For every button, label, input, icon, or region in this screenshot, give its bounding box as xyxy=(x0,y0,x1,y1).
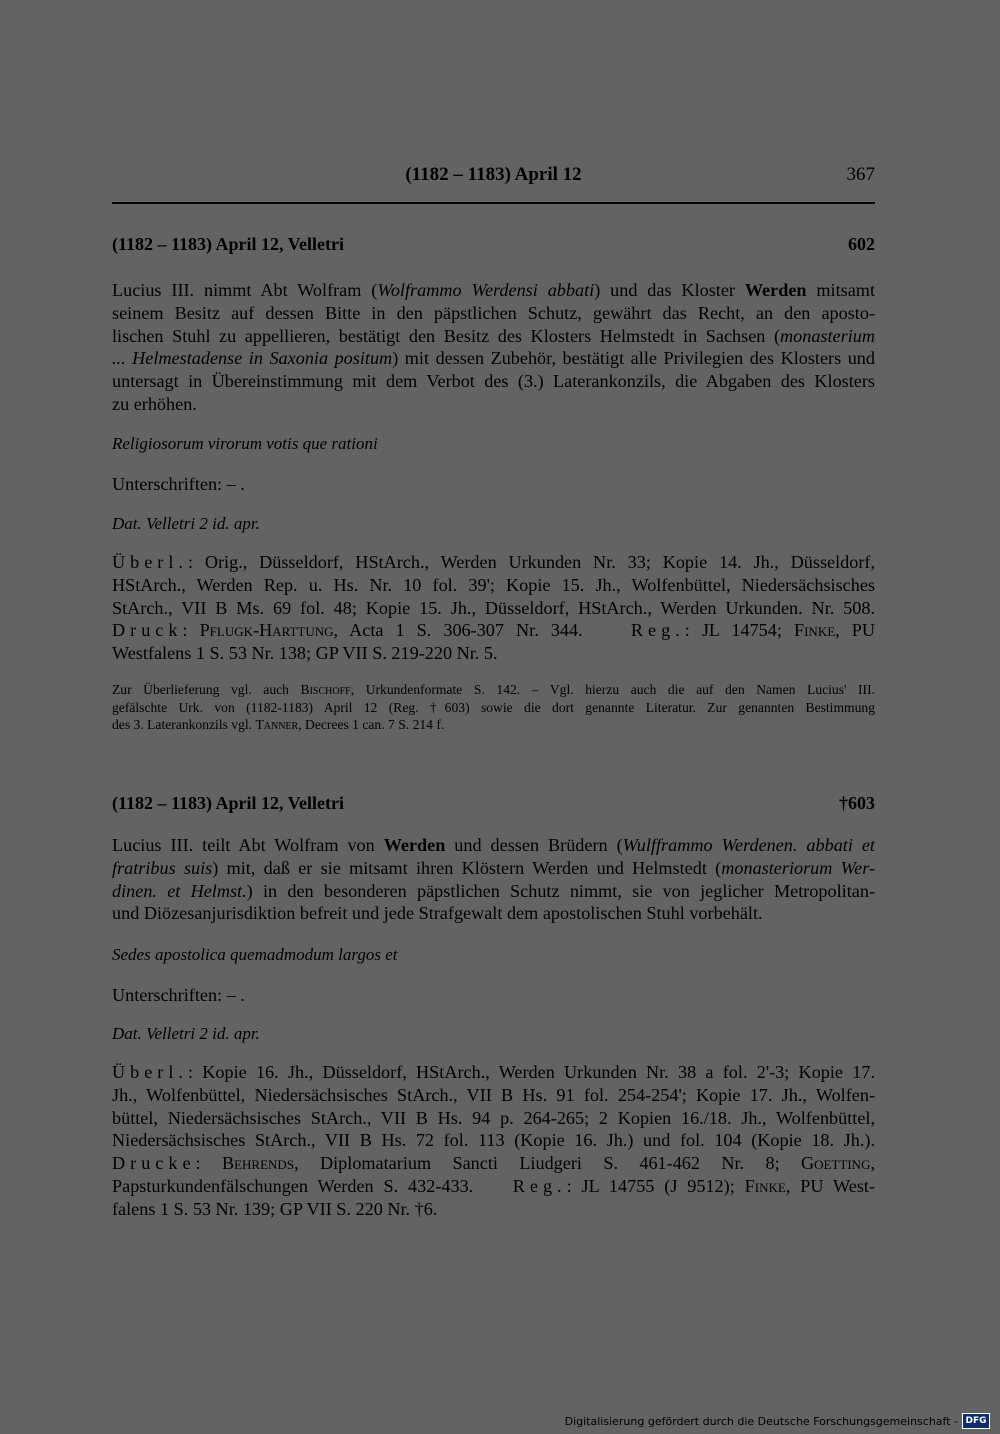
label-regest: Reg. xyxy=(630,620,685,641)
entry-602-note xyxy=(112,681,875,734)
regest-place-bold: Werden xyxy=(744,280,807,300)
label-uberlieferung: Überl. xyxy=(112,552,188,572)
tradition-line: Jh., Wolfenbüttel, Niedersächsisches StArch., VII B Hs. 91 fol. 254-254'; Kopie 17. Jh., Wolfen- xyxy=(112,1084,875,1105)
author-name: Finke xyxy=(744,1175,786,1196)
author-name: Goetting xyxy=(801,1153,871,1174)
tradition-text: Papsturkundenfälschungen Werden S. 432-433. xyxy=(112,1175,474,1196)
entry-603-heading xyxy=(112,793,875,814)
note-text: Zur Überlieferung vgl. auch xyxy=(112,682,301,697)
entry-603-tradition xyxy=(112,1061,875,1221)
regest-text: ) in den besonderen päpstlichen Schutz nimmt, sie von jeglicher Metropolitan- xyxy=(246,880,876,901)
tradition-line: HStArch., Werden Rep. u. Hs. Nr. 10 fol. 39'; Kopie 15. Jh., Wolfenbüttel, Niedersächsisches xyxy=(112,574,875,595)
tradition-text: , Acta 1 S. 306-307 Nr. 344. xyxy=(333,620,583,641)
regest-quote: fratribus suis xyxy=(112,857,213,878)
regest-quote: monasterium xyxy=(780,325,875,346)
footer-credit-text: Digitalisierung gefördert durch die Deutsche Forschungsgemeinschaft - xyxy=(564,1414,958,1428)
regest-line: untersagt in Übereinstimmung mit dem Verbot des (3.) Laterankonzils, die Abgaben des Klosters xyxy=(112,371,875,392)
regest-line: seinem Besitz auf dessen Bitte in den päpstlichen Schutz, gewährt das Recht, an den aposto- xyxy=(112,302,875,323)
note-line: gefälschte Urk. von (1182-1183) April 12 (Reg. †603) sowie die dort genannte Literatur. Zur genannten Bestimmung xyxy=(112,699,875,715)
regest-text: lischen Stuhl zu appellieren, bestätigt den Besitz des Klosters Helmstedt in Sachsen ( xyxy=(112,325,781,346)
regest-text: und dessen Brüdern ( xyxy=(445,835,623,855)
tradition-line: StArch., VII B Ms. 69 fol. 48; Kopie 15. Jh., Düsseldorf, HStArch., Werden Urkunden. Nr. 508. xyxy=(112,597,875,618)
entry-602-regest xyxy=(112,279,875,416)
entry-602-subscriptions: Unterschriften: – . xyxy=(112,474,245,494)
regest-quote: Wolframmo Werdensi abbati xyxy=(377,280,595,300)
regest-text: mitsamt xyxy=(806,280,876,300)
entry-602-number: 602 xyxy=(848,234,875,254)
regest-quote: ... Helmestadense in Saxonia positum xyxy=(112,348,393,369)
regest-text: ) und das Kloster xyxy=(594,280,745,300)
tradition-line: Westfalens 1 S. 53 Nr. 138; GP VII S. 219-220 Nr. 5. xyxy=(112,643,498,664)
entry-602-tradition xyxy=(112,551,875,665)
note-text: , Decrees 1 can. 7 S. 214 f. xyxy=(298,717,445,733)
tradition-text: : JL 14754; xyxy=(684,620,794,641)
tradition-text: , PU West- xyxy=(785,1175,876,1196)
label-regest: Reg. xyxy=(512,1175,567,1196)
regest-text: Lucius III. teilt Abt Wolfram von xyxy=(112,835,384,855)
tradition-text: : JL 14755 (J 9512); xyxy=(566,1175,745,1196)
tradition-text: : Kopie 16. Jh., Düsseldorf, HStArch., Werden Urkunden Nr. 38 a fol. 2'-3; Kopie 17. xyxy=(187,1062,875,1082)
label-druck: Druck xyxy=(112,620,183,641)
entry-602-date-place: (1182 – 1183) April 12, Velletri xyxy=(112,234,344,254)
entry-603-date-place: (1182 – 1183) April 12, Velletri xyxy=(112,793,344,813)
tradition-line: falens 1 S. 53 Nr. 139; GP VII S. 220 Nr. †6. xyxy=(112,1198,438,1219)
entry-603-incipit: Sedes apostolica quemadmodum largos et xyxy=(112,945,398,964)
note-text: des 3. Laterankonzils vgl. xyxy=(112,717,256,733)
tradition-text: , xyxy=(870,1153,875,1174)
entry-602-dating: Dat. Velletri 2 id. apr. xyxy=(112,514,260,533)
regest-quote: dinen. et Helmst. xyxy=(112,880,247,901)
label-uberlieferung: Überl. xyxy=(112,1062,188,1082)
dfg-logo: DFG xyxy=(962,1413,990,1429)
label-drucke: Drucke xyxy=(112,1153,196,1174)
author-name: Behrends xyxy=(221,1153,295,1174)
author-name: Finke xyxy=(793,620,836,641)
entry-603-subscriptions: Unterschriften: – . xyxy=(112,985,245,1005)
regest-text: ) mit dessen Zubehör, bestätigt alle Privilegien des Klosters und xyxy=(392,348,875,369)
regest-text: Lucius III. nimmt Abt Wolfram ( xyxy=(112,280,378,300)
author-name: Tanner xyxy=(255,717,299,733)
entry-602-incipit: Religiosorum virorum votis que rationi xyxy=(112,434,378,453)
tradition-line: büttel, Niedersächsisches StArch., VII B Hs. 94 p. 264-265; 2 Kopien 16./18. Jh., Wolfenbüttel, xyxy=(112,1107,875,1128)
regest-quote: Wulfframmo Werdenen. abbati et xyxy=(622,835,875,855)
tradition-line: Niedersächsisches StArch., VII B Hs. 72 fol. 113 (Kopie 16. Jh.) und fol. 104 (Kopie 18. Jh.). xyxy=(112,1130,875,1151)
entry-602-heading xyxy=(112,234,875,255)
page-number: 367 xyxy=(846,164,875,185)
entry-603-dating: Dat. Velletri 2 id. apr. xyxy=(112,1024,260,1043)
author-name: Pflugk-Harttung xyxy=(199,620,334,641)
tradition-text: : xyxy=(195,1153,222,1174)
tradition-text: : Orig., Düsseldorf, HStArch., Werden Urkunden Nr. 33; Kopie 14. Jh., Düsseldorf, xyxy=(187,552,875,572)
author-name: Bischoff xyxy=(300,682,351,697)
regest-text: ) mit, daß er sie mitsamt ihren Klöstern Werden und Helmstedt ( xyxy=(212,857,722,878)
entry-603-number: †603 xyxy=(839,793,875,813)
note-text: , Urkundenformate S. 142. – Vgl. hierzu auch die auf den Namen Lucius' III. xyxy=(350,682,875,697)
regest-line: zu erhöhen. xyxy=(112,393,197,414)
tradition-text: , Diplomatarium Sancti Liudgeri S. 461-462 Nr. 8; xyxy=(294,1153,801,1174)
entry-603-regest xyxy=(112,834,875,925)
regest-quote: monasteriorum Wer- xyxy=(721,857,875,878)
tradition-text: , PU xyxy=(835,620,876,641)
regest-place-bold: Werden xyxy=(383,835,446,855)
tradition-text: : xyxy=(182,620,200,641)
header-rule xyxy=(112,202,875,204)
digitization-footer xyxy=(565,1413,990,1429)
regest-line: und Diözesanjurisdiktion befreit und jede Strafgewalt dem apostolischen Stuhl vorbehält. xyxy=(112,903,763,924)
running-title: (1182 – 1183) April 12 xyxy=(405,164,582,185)
